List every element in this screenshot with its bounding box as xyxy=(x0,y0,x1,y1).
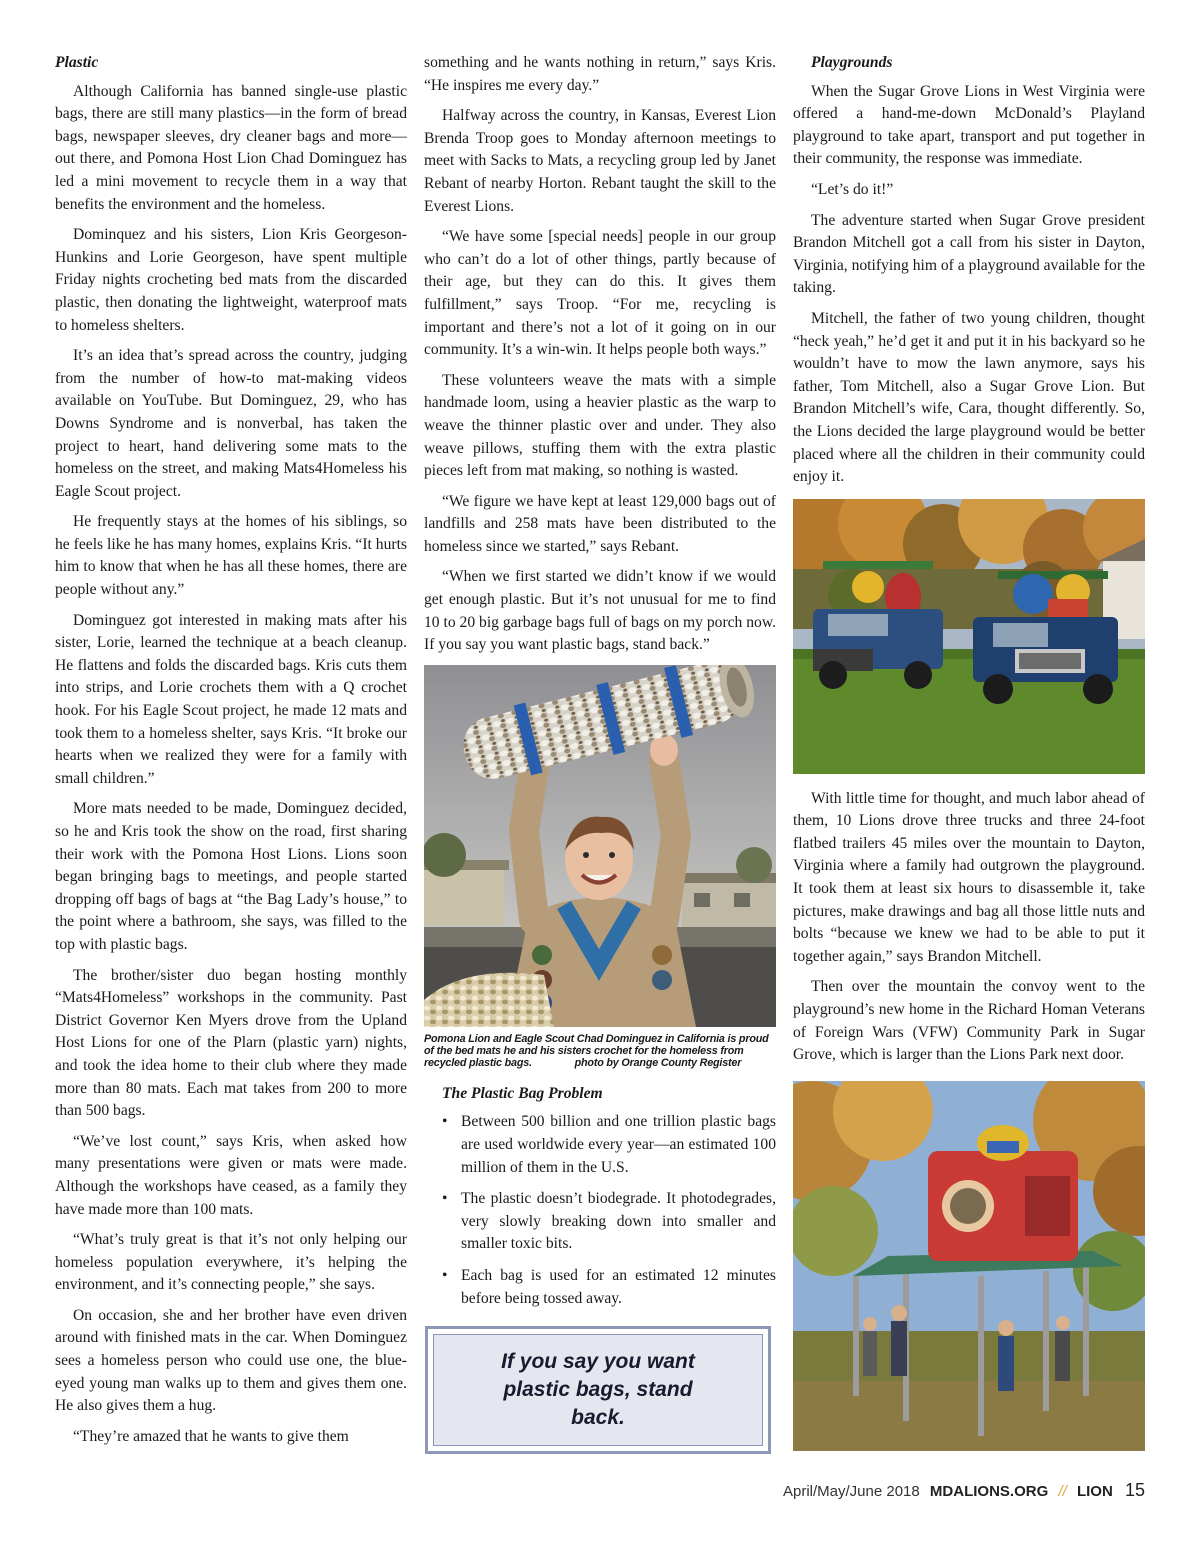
section-heading-playgrounds: Playgrounds xyxy=(811,54,893,71)
photo-caption-text: Pomona Lion and Eagle Scout Chad Dominguez in California is proud of the bed mats he and his sisters crochet for the homeless from recycled plastic bags. xyxy=(424,1032,769,1069)
photo-credit: photo by Orange County Register xyxy=(574,1056,742,1069)
paragraph: Dominguez got interested in making mats after his sister, Lorie, learned the technique at a beach cleanup. He flattens and folds the discarded bags. Kris cuts them into strips, and Lorie crochets them with a Q crochet hook. For his Eagle Scout project, he made 12 mats and took them to a homeless shelter, says Kris. “It broke our hearts when we realized they were for a family with small children.” xyxy=(55,611,407,787)
bullet-icon: • xyxy=(442,1113,448,1131)
photo-caption xyxy=(424,1033,776,1069)
paragraph: “We figure we have kept at least 129,000 bags out of landfills and 258 mats have been distributed to the homeless since we started,” says Rebant. xyxy=(424,492,776,555)
article-column-2 xyxy=(424,52,776,1454)
photo-trucks-trailers xyxy=(793,499,1145,774)
bullet-text: The plastic doesn’t biodegrade. It photodegrades, very slowly breaking down into smaller and smaller toxic bits. xyxy=(461,1190,776,1253)
page-footer xyxy=(0,1480,1145,1501)
bullet-text: Between 500 billion and one trillion plastic bags are used worldwide every year—an estimated 100 million of them in the U.S. xyxy=(461,1113,776,1176)
paragraph: Mitchell, the father of two young children, thought “heck yeah,” he’d get it and put it in his backyard so he wouldn’t have to mow the lawn anymore, says his father, Tom Mitchell, also a Sugar Grove Lion. But Brandon Mitchell’s wife, Cara, thought differently. So, the Lions decided the large playground would be better placed where all the children in their community could enjoy it. xyxy=(793,309,1145,486)
bullet-icon: • xyxy=(442,1190,448,1208)
photo-playground-illustration xyxy=(793,1081,1145,1451)
footer-website: MDALIONS.ORG xyxy=(929,1483,1049,1500)
pull-quote-box xyxy=(425,1326,771,1454)
footer-page-number: 15 xyxy=(1124,1480,1145,1500)
paragraph: “Let’s do it!” xyxy=(811,180,894,198)
bullet-list xyxy=(442,1111,776,1310)
paragraph: More mats needed to be made, Dominguez decided, so he and Kris took the show on the road, first sharing their work with the Pomona Host Lions. Lions soon began bringing bags to meetings, and people started dropping off bags of bags at “the Bag Lady’s house,” to the point where a bathroom, she says, was filled to the top with plastic bags. xyxy=(55,800,407,953)
photo-playground-assembly xyxy=(793,1081,1145,1451)
paragraph: When the Sugar Grove Lions in West Virginia were offered a hand-me-down McDonald’s Playland playground to take apart, transport and put together in their community, the response was immediate. xyxy=(793,82,1145,168)
paragraph: The brother/sister duo began hosting monthly “Mats4Homeless” workshops in the community. Past District Governor Ken Myers drove from the Upland Host Lions for one of the Plarn (plastic yarn) nights, and took the idea home to their club where they made more than 80 mats. Each mat takes from 200 to more than 500 bags. xyxy=(55,966,407,1120)
bullet-item xyxy=(442,1188,776,1256)
photo-trucks-illustration xyxy=(793,499,1145,774)
bullet-item xyxy=(442,1111,776,1179)
paragraph: “When we first started we didn’t know if we would get enough plastic. But it’s not unusual for me to find 10 to 20 big garbage bags full of bags on my porch now. If you say you want plastic bags, stand back.” xyxy=(424,568,776,654)
photo-eagle-scout-illustration xyxy=(424,665,776,1027)
paragraph: “We’ve lost count,” says Kris, when asked how many presentations were given or mats were made. Although the workshops have ceased, as a family they have made more than 100 mats. xyxy=(55,1132,407,1218)
article-column-1 xyxy=(55,52,407,1456)
paragraph: It’s an idea that’s spread across the country, judging from the number of how-to mat-making videos available on YouTube. But Dominguez, 29, who has Downs Syndrome and is nonverbal, has taken the project to heart, hand delivering some mats to the homeless on the street, and making Mats4Homeless his Eagle Scout project. xyxy=(55,347,407,500)
article-column-3 xyxy=(793,52,1145,1457)
paragraph: Then over the mountain the convoy went to the playground’s new home in the Richard Homan Veterans of Foreign Wars (VFW) Community Park in Sugar Grove, which is larger than the Lions Park next door. xyxy=(793,978,1145,1064)
bullet-icon: • xyxy=(442,1267,448,1284)
photo-eagle-scout-mat xyxy=(424,665,776,1027)
footer-magazine-name: LION xyxy=(1076,1483,1113,1500)
footer-issue-date: April/May/June 2018 xyxy=(783,1483,920,1500)
bullet-text: Each bag is used for an estimated 12 minutes before being tossed away. xyxy=(461,1267,776,1307)
footer-separator: // xyxy=(1058,1483,1067,1500)
paragraph: With little time for thought, and much labor ahead of them, 10 Lions drove three trucks and three 24-foot flatbed trailers 45 miles over the mountain to Dayton, Virginia where a family had outgrown the playground. It took them at least six hours to disassemble it, take pictures, make drawings and bag all those little nuts and bolts “because we knew we had to be able to put it together again,” says Brandon Mitchell. xyxy=(793,789,1145,965)
paragraph: “We have some [special needs] people in our group who can’t do a lot of other things, partly because of their age, but they can do this. It gives them fulfillment,” says Troop. “For me, recycling is important and there’s not a lot of it going on in our community. It’s a win-win. It helps people both ways.” xyxy=(424,228,776,359)
pull-quote-text: If you say you want plastic bags, stand back. xyxy=(433,1334,763,1446)
sidebar-heading: The Plastic Bag Problem xyxy=(442,1084,603,1102)
paragraph: “What’s truly great is that it’s not only helping our homeless population everywhere, it’s helping the environment, and it’s connecting people,” she says. xyxy=(55,1231,407,1294)
bullet-item xyxy=(442,1265,776,1310)
section-heading-plastic: Plastic xyxy=(55,54,99,71)
paragraph: Although California has banned single-use plastic bags, there are still many plastics—in the form of bread bags, newspaper sleeves, dry cleaner bags and more—out there, and Pomona Host Lion Chad Dominguez has led a mini movement to recycle them in a way that benefits the environment and the homeless. xyxy=(55,82,407,213)
paragraph: He frequently stays at the homes of his siblings, so he feels like he has many homes, explains Kris. “It hurts him to know that when he has all these homes, there are people without any.” xyxy=(55,513,407,599)
paragraph: On occasion, she and her brother have even driven around with finished mats in the car. When Dominguez sees a homeless person who could use one, the blue-eyed young man walks up to them and gives them one. He also gives them a hug. xyxy=(55,1306,407,1415)
paragraph: The adventure started when Sugar Grove president Brandon Mitchell got a call from his sister in Dayton, Virginia, notifying him of a playground available for the taking. xyxy=(793,211,1145,297)
paragraph-continuation: something and he wants nothing in return,” says Kris. “He inspires me every day.” xyxy=(424,54,776,94)
paragraph: “They’re amazed that he wants to give them xyxy=(73,1427,349,1445)
paragraph: Dominquez and his sisters, Lion Kris Georgeson-Hunkins and Lorie Georgeson, have spent multiple Friday nights crocheting bed mats from the discarded plastic, then donating the lightweight, waterproof mats to homeless shelters. xyxy=(55,226,407,334)
paragraph: These volunteers weave the mats with a simple handmade loom, using a heavier plastic as the warp to weave the thinner plastic over and under. They also weave pillows, stuffing them with the extra plastic pieces left from mat making, so nothing is wasted. xyxy=(424,371,776,480)
paragraph: Halfway across the country, in Kansas, Everest Lion Brenda Troop goes to Monday afternoon meetings to meet with Sacks to Mats, a recycling group led by Janet Rebant of nearby Horton. Rebant taught the skill to the Everest Lions. xyxy=(424,107,776,215)
